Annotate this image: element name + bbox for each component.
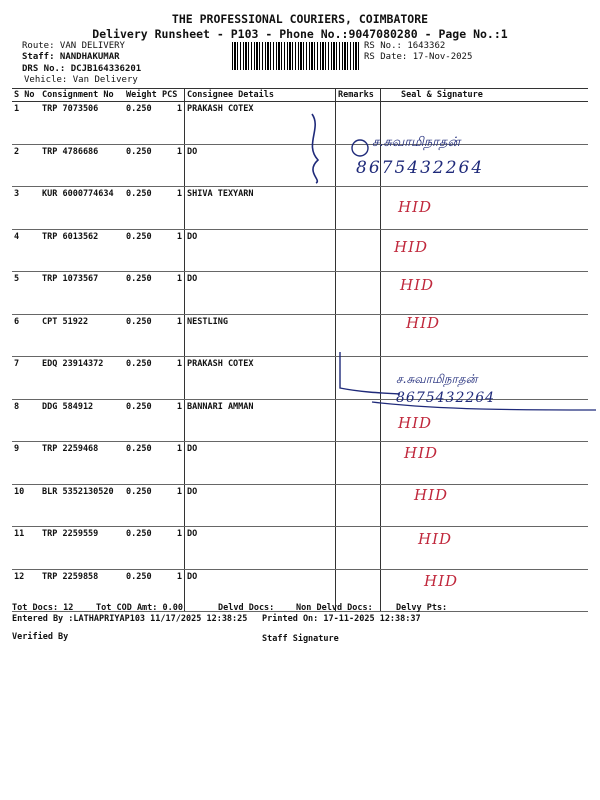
hid-mark-9: HID: [404, 444, 439, 462]
row-consignment-no: TRP 2259858: [40, 569, 124, 612]
row-consignment-no: EDQ 23914372: [40, 357, 124, 400]
col-consignment: Consignment No: [40, 89, 124, 102]
row-pcs: 1: [160, 399, 185, 442]
brace-stroke: [312, 114, 318, 183]
col-seal-signature: Seal & Signature: [381, 89, 589, 102]
verified-by: Verified By: [12, 632, 69, 642]
row-weight: 0.250: [124, 569, 160, 612]
hid-mark-3: HID: [398, 198, 433, 216]
row-consignee: SHIVA TEXYARN: [185, 187, 336, 230]
row-weight: 0.250: [124, 484, 160, 527]
row-consignment-no: TRP 7073506: [40, 102, 124, 145]
row-sno: 2: [12, 144, 40, 187]
row-sno: 10: [12, 484, 40, 527]
row-sno: 1: [12, 102, 40, 145]
col-weight: Weight: [124, 89, 160, 102]
entered-by: Entered By :LATHAPRIYAP103 11/17/2025 12:38:25: [12, 614, 248, 624]
row-weight: 0.250: [124, 102, 160, 145]
non-delivered-docs: Non Delvd Docs:: [296, 603, 373, 613]
hid-mark-10: HID: [414, 486, 449, 504]
row-pcs: 1: [160, 484, 185, 527]
drs-number: DRS No.: DCJB164336201: [22, 64, 142, 74]
rs-number: RS No.: 1643362: [364, 41, 446, 51]
row-consignment-no: DDG 584912: [40, 399, 124, 442]
row-consignee: DO: [185, 144, 336, 187]
hid-mark-4: HID: [394, 238, 429, 256]
row-consignment-no: CPT 51922: [40, 314, 124, 357]
circle-mark: [352, 140, 368, 156]
row-consignee: DO: [185, 484, 336, 527]
row-consignee: NESTLING: [185, 314, 336, 357]
signature-name-1: ச.சுவாமிநாதன்: [372, 135, 461, 150]
runsheet-subtitle: Delivery Runsheet - P103 - Phone No.:9047080280 - Page No.:1: [92, 27, 508, 41]
row-sno: 6: [12, 314, 40, 357]
bracket-stroke: [340, 352, 400, 394]
row-consignee: BANNARI AMMAN: [185, 399, 336, 442]
row-sno: 7: [12, 357, 40, 400]
row-weight: 0.250: [124, 442, 160, 485]
row-pcs: 1: [160, 187, 185, 230]
hid-mark-12: HID: [424, 572, 459, 590]
row-pcs: 1: [160, 527, 185, 570]
row-weight: 0.250: [124, 272, 160, 315]
row-consignment-no: TRP 2259468: [40, 442, 124, 485]
row-pcs: 1: [160, 314, 185, 357]
row-pcs: 1: [160, 229, 185, 272]
row-pcs: 1: [160, 102, 185, 145]
staff-signature: Staff Signature: [262, 634, 339, 644]
staff-label: Staff: NANDHAKUMAR: [22, 52, 120, 62]
row-consignee: DO: [185, 272, 336, 315]
printed-on: Printed On: 17-11-2025 12:38:37: [262, 614, 421, 624]
row-pcs: 1: [160, 569, 185, 612]
row-consignee: DO: [185, 442, 336, 485]
row-consignment-no: TRP 2259559: [40, 527, 124, 570]
row-weight: 0.250: [124, 229, 160, 272]
row-weight: 0.250: [124, 399, 160, 442]
route-label: Route: VAN DELIVERY: [22, 41, 125, 51]
row-weight: 0.250: [124, 314, 160, 357]
col-consignee: Consignee Details: [185, 89, 336, 102]
rs-date: RS Date: 17-Nov-2025: [364, 52, 473, 62]
col-remarks: Remarks: [336, 89, 381, 102]
row-sno: 3: [12, 187, 40, 230]
row-sno: 11: [12, 527, 40, 570]
row-weight: 0.250: [124, 527, 160, 570]
total-cod-amount: Tot COD Amt: 0.00: [96, 603, 183, 613]
signature-phone-2: 8675432264: [396, 390, 496, 406]
row-sno: 4: [12, 229, 40, 272]
col-pcs: PCS: [160, 89, 185, 102]
row-consignment-no: TRP 6013562: [40, 229, 124, 272]
row-pcs: 1: [160, 357, 185, 400]
hid-mark-6: HID: [406, 314, 441, 332]
row-weight: 0.250: [124, 357, 160, 400]
row-pcs: 1: [160, 442, 185, 485]
row-pcs: 1: [160, 144, 185, 187]
row-pcs: 1: [160, 272, 185, 315]
row-sno: 12: [12, 569, 40, 612]
row-consignee: DO: [185, 527, 336, 570]
row-consignment-no: TRP 4786686: [40, 144, 124, 187]
row-weight: 0.250: [124, 187, 160, 230]
delivered-docs: Delvd Docs:: [218, 603, 275, 613]
hid-mark-11: HID: [418, 530, 453, 548]
total-docs: Tot Docs: 12: [12, 603, 74, 613]
delivery-points: Delvy Pts:: [396, 603, 448, 613]
row-consignment-no: BLR 5352130520: [40, 484, 124, 527]
hid-mark-8: HID: [398, 414, 433, 432]
col-sno: S No: [12, 89, 40, 102]
row-sno: 9: [12, 442, 40, 485]
row-consignee: DO: [185, 569, 336, 612]
row-consignee: PRAKASH COTEX: [185, 357, 336, 400]
hid-mark-5: HID: [400, 276, 435, 294]
row-sno: 5: [12, 272, 40, 315]
signature-phone-1: 8675432264: [356, 158, 485, 178]
row-consignment-no: TRP 1073567: [40, 272, 124, 315]
row-weight: 0.250: [124, 144, 160, 187]
row-consignee: DO: [185, 229, 336, 272]
row-consignment-no: KUR 6000774634: [40, 187, 124, 230]
company-title: THE PROFESSIONAL COURIERS, COIMBATORE: [171, 12, 429, 26]
vehicle-label: Vehicle: Van Delivery: [24, 75, 138, 85]
signature-name-2: ச.சுவாமிநாதன்: [396, 372, 478, 386]
row-sno: 8: [12, 399, 40, 442]
row-consignee: PRAKASH COTEX: [185, 102, 336, 145]
